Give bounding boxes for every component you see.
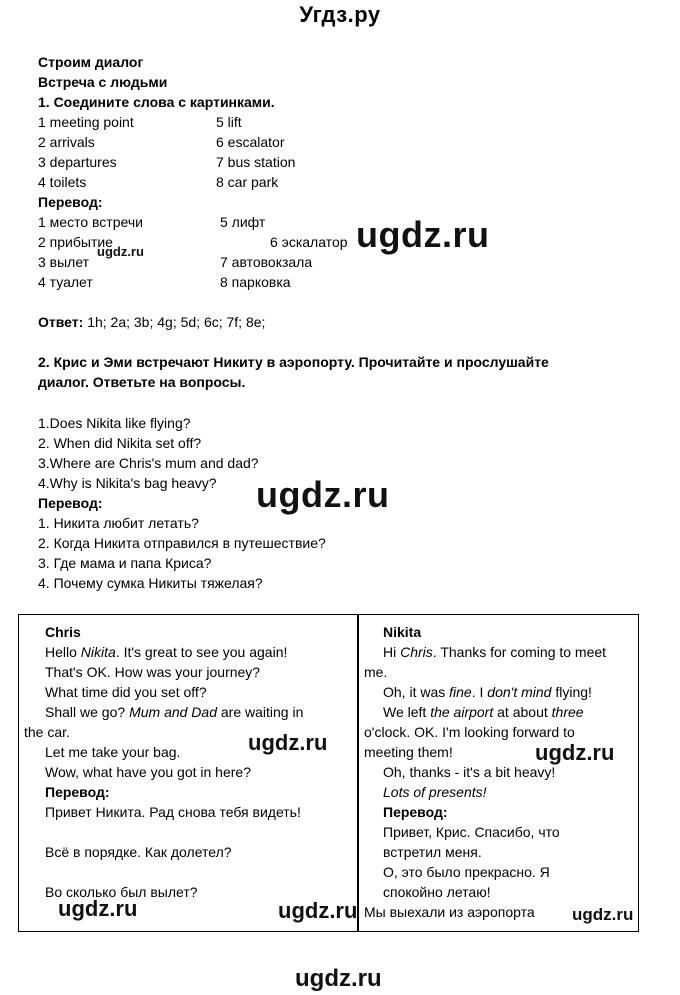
task1-heading: 1. Соедините слова с картинками. bbox=[38, 94, 275, 110]
chris-line-5: Let me take your bag. bbox=[45, 744, 181, 760]
speaker-chris: Chris bbox=[45, 624, 81, 640]
watermark: ugdz.ru bbox=[278, 898, 358, 923]
chris-line-6: Wow, what have you got in here? bbox=[45, 764, 251, 780]
question-translation: 2. Когда Никита отправился в путешествие? bbox=[38, 535, 326, 551]
chris-line-3: What time did you set off? bbox=[45, 684, 207, 700]
translation-label: Перевод: bbox=[38, 194, 103, 210]
nikita-line-3-cont: o'clock. OK. I'm looking forward to bbox=[364, 724, 575, 740]
word-item: 1 meeting point bbox=[38, 114, 134, 130]
word-item: 7 bus station bbox=[216, 154, 296, 170]
word-item: 4 toilets bbox=[38, 174, 87, 190]
word-item: 2 arrivals bbox=[38, 134, 95, 150]
section-subtitle: Встреча с людьми bbox=[38, 74, 168, 90]
word-item: 6 escalator bbox=[216, 134, 285, 150]
nikita-line-3-cont2: meeting them! bbox=[364, 744, 453, 760]
question-translation: 1. Никита любит летать? bbox=[38, 515, 199, 531]
translation-item: 6 эскалатор bbox=[270, 234, 348, 250]
translation-item: 4 туалет bbox=[38, 274, 93, 290]
nikita-line-1-cont: me. bbox=[364, 664, 388, 680]
nikita-line-4: Oh, thanks - it's a bit heavy! bbox=[383, 764, 556, 780]
chris-translation-1: Привет Никита. Рад снова тебя видеть! bbox=[45, 804, 301, 820]
nikita-translation-1: Привет, Крис. Спасибо, что bbox=[383, 824, 560, 840]
watermark: ugdz.ru bbox=[572, 905, 634, 924]
watermark: ugdz.ru bbox=[97, 244, 144, 259]
question-item: 2. When did Nikita set off? bbox=[38, 435, 202, 451]
dialogue-table-divider bbox=[357, 614, 359, 932]
chris-line-4: Shall we go? Mum and Dad are waiting in bbox=[45, 704, 304, 720]
word-item: 5 lift bbox=[216, 114, 242, 130]
chris-line-2: That's OK. How was your journey? bbox=[45, 664, 261, 680]
question-translation: 3. Где мама и папа Криса? bbox=[38, 555, 212, 571]
question-item: 1.Does Nikita like flying? bbox=[38, 415, 191, 431]
translation-item: 8 парковка bbox=[220, 274, 291, 290]
nikita-line-2: Oh, it was fine. I don't mind flying! bbox=[383, 684, 592, 700]
translation-item: 5 лифт bbox=[220, 214, 266, 230]
task2-heading-line2: диалог. Ответьте на вопросы. bbox=[38, 374, 246, 390]
nikita-translation-label: Перевод: bbox=[383, 804, 448, 820]
watermark: ugdz.ru bbox=[535, 740, 615, 765]
task2-heading-line1: 2. Крис и Эми встречают Никиту в аэропорту. Прочитайте и прослушайте bbox=[38, 354, 549, 370]
watermark: ugdz.ru bbox=[248, 730, 328, 755]
question-item: 3.Where are Chris's mum and dad? bbox=[38, 455, 259, 471]
chris-translation-3: Во сколько был вылет? bbox=[45, 884, 198, 900]
nikita-line-5: Lots of presents! bbox=[383, 784, 487, 800]
answer-value: 1h; 2a; 3b; 4g; 5d; 6c; 7f; 8e; bbox=[87, 314, 266, 330]
chris-translation-label: Перевод: bbox=[45, 784, 110, 800]
nikita-translation-2: О, это было прекрасно. Я bbox=[383, 864, 550, 880]
chris-translation-2: Всё в порядке. Как долетел? bbox=[45, 844, 232, 860]
translation-item: 3 вылет bbox=[38, 254, 90, 270]
nikita-line-3: We left the airport at about three bbox=[383, 704, 584, 720]
nikita-line-1: Hi Chris. Thanks for coming to meet bbox=[383, 644, 607, 660]
chris-line-4-cont: the car. bbox=[24, 724, 70, 740]
site-title: Угдз.ру bbox=[299, 2, 381, 27]
footer-watermark: ugdz.ru bbox=[295, 965, 382, 992]
word-item: 8 car park bbox=[216, 174, 279, 190]
translation-item: 7 автовокзала bbox=[220, 254, 313, 270]
answer-line bbox=[38, 312, 265, 332]
speaker-nikita: Nikita bbox=[383, 624, 422, 640]
watermark: ugdz.ru bbox=[256, 474, 390, 515]
nikita-translation-3: Мы выехали из аэропорта bbox=[364, 904, 535, 920]
question-item: 4.Why is Nikita's bag heavy? bbox=[38, 475, 217, 491]
watermark: ugdz.ru bbox=[58, 896, 138, 921]
section-title: Строим диалог bbox=[38, 54, 144, 70]
answer-label: Ответ: bbox=[38, 314, 84, 330]
watermark: ugdz.ru bbox=[356, 214, 490, 255]
chris-line-1: Hello Nikita. It's great to see you again! bbox=[45, 644, 288, 660]
nikita-translation-1-cont: встретил меня. bbox=[383, 844, 482, 860]
question-translation: 4. Почему сумка Никиты тяжелая? bbox=[38, 575, 263, 591]
word-item: 3 departures bbox=[38, 154, 117, 170]
nikita-translation-2-cont: спокойно летаю! bbox=[383, 884, 491, 900]
translation-item: 1 место встречи bbox=[38, 214, 143, 230]
translation-item: 2 прибытие bbox=[38, 234, 113, 250]
translation-label: Перевод: bbox=[38, 495, 103, 511]
